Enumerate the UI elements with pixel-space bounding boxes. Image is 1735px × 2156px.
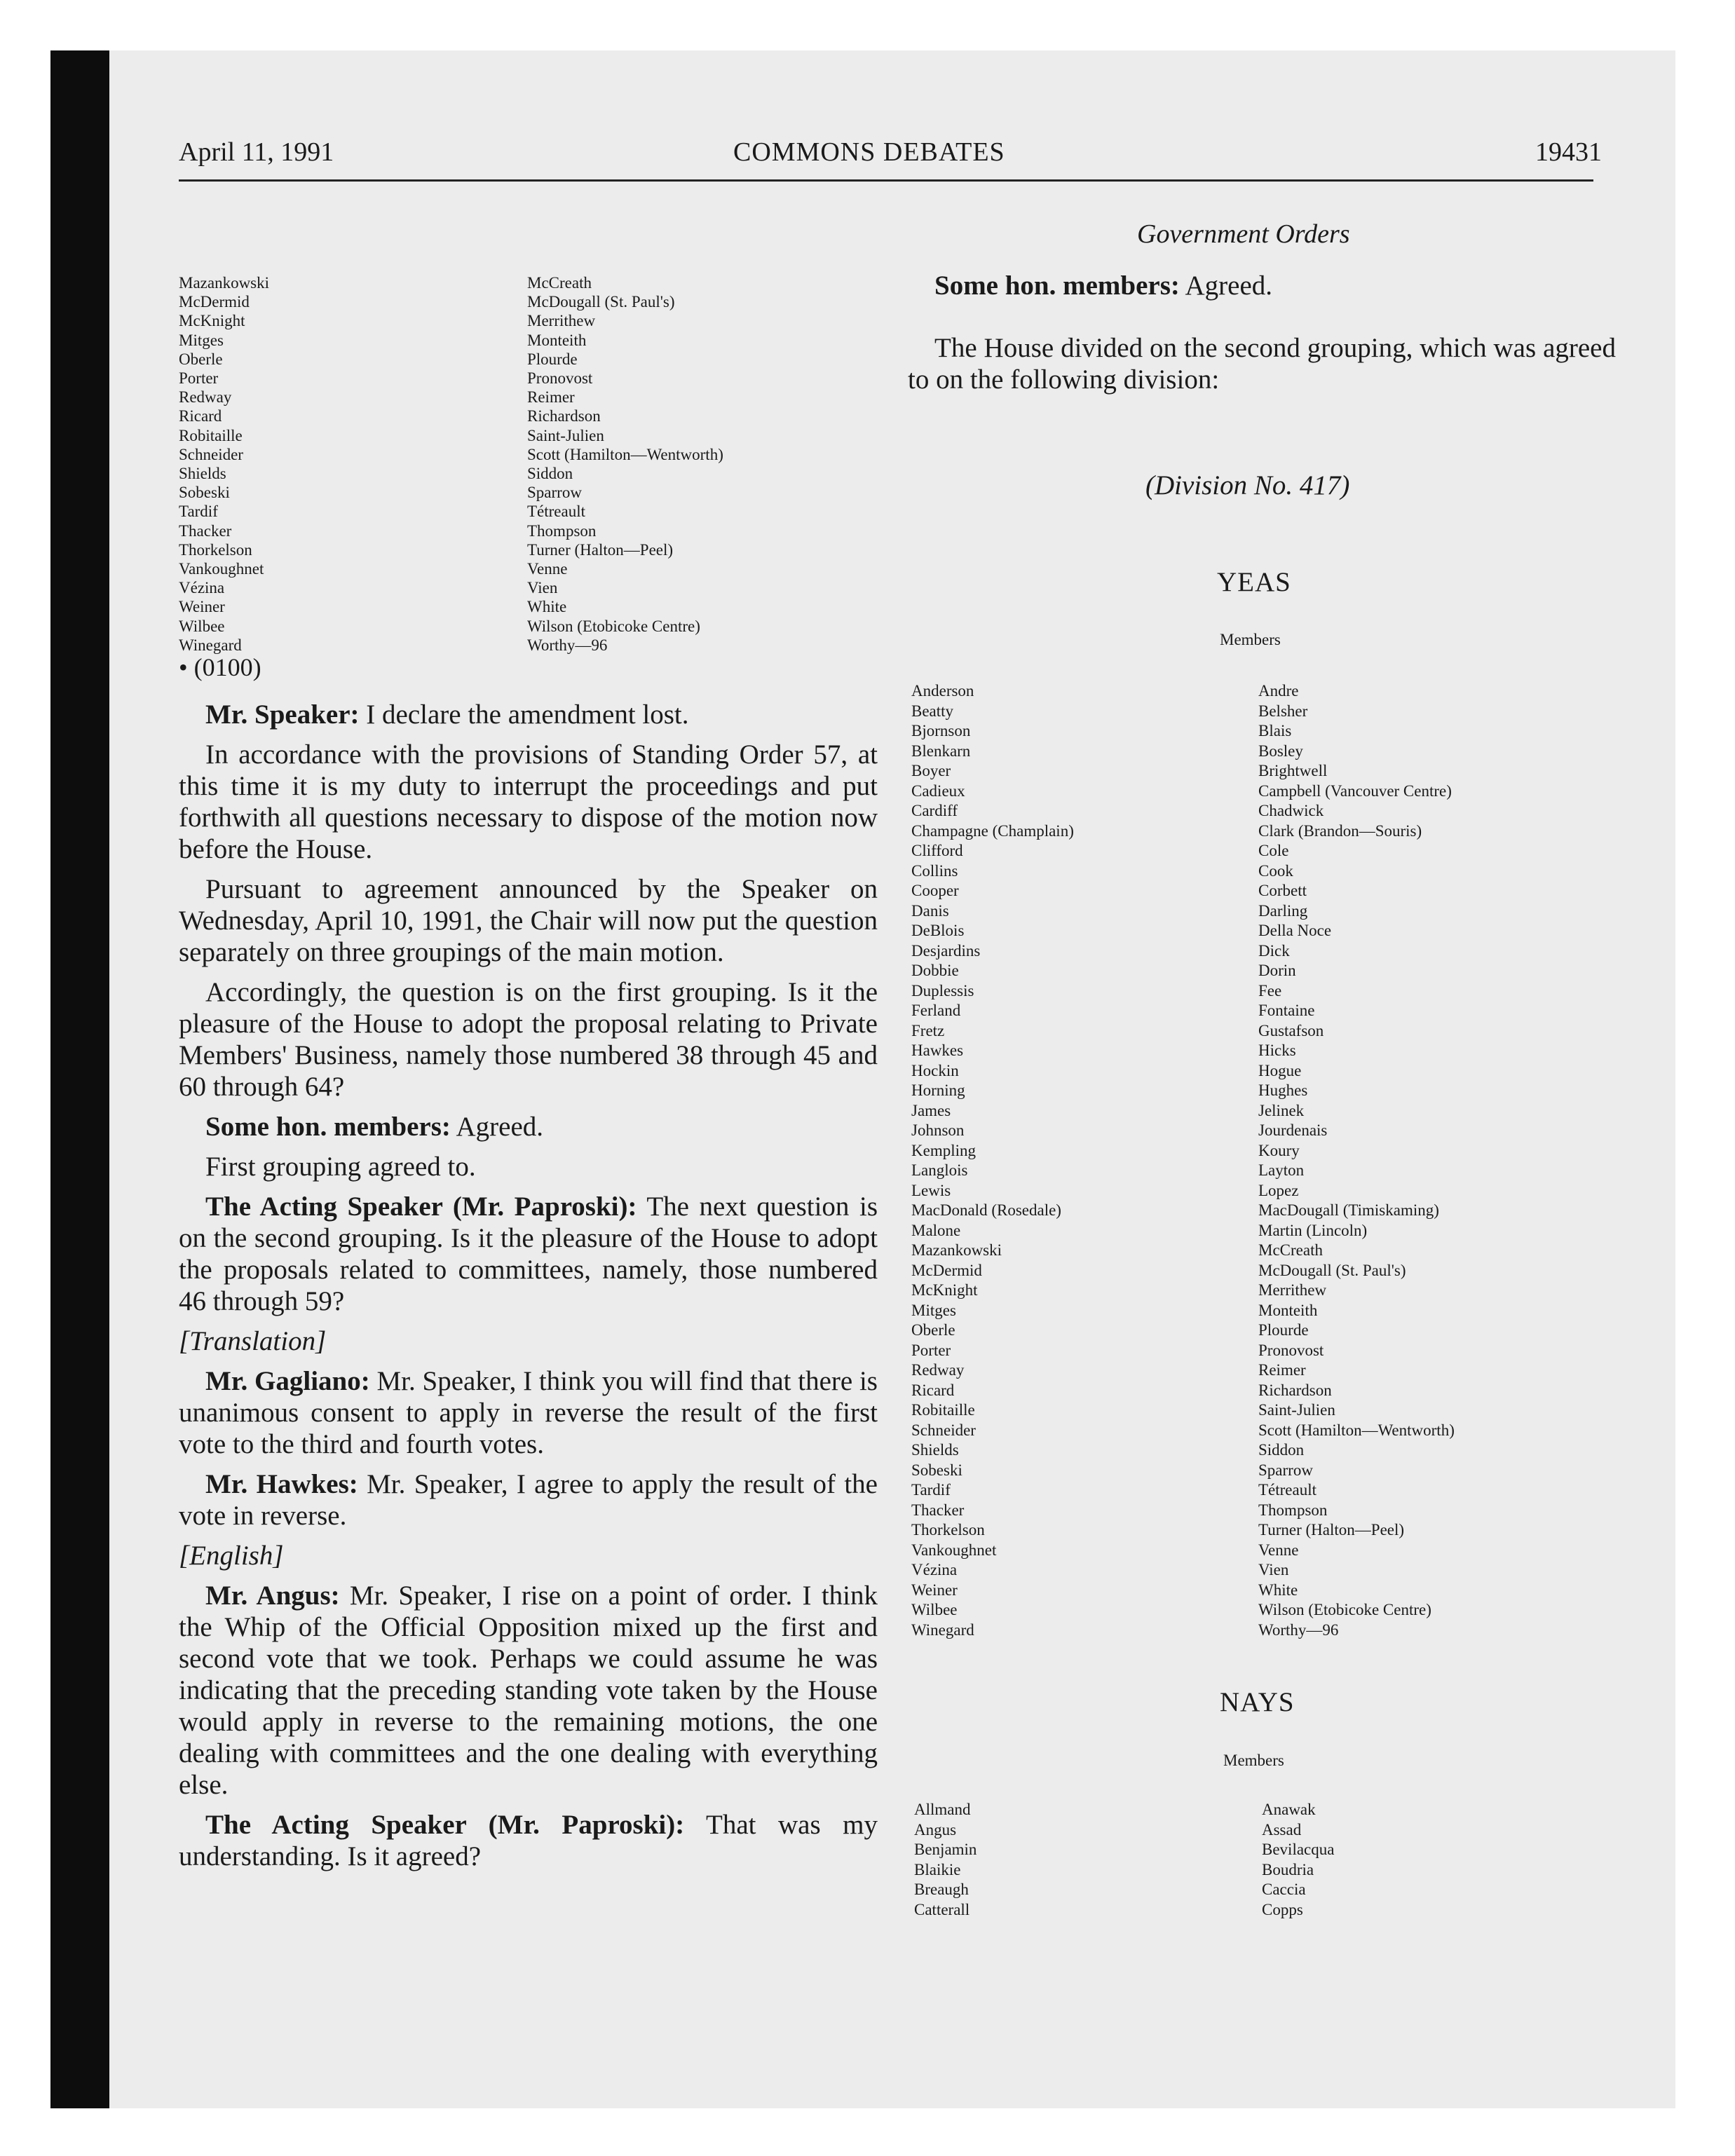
member-name: Saint-Julien: [527, 426, 604, 444]
member-name: Hogue: [1258, 1061, 1302, 1079]
paragraph: [179, 1111, 878, 1142]
member-name: Koury: [1258, 1141, 1300, 1159]
nays-list-col-2: [1262, 1800, 1334, 1920]
member-name: Siddon: [1258, 1441, 1305, 1459]
member-name: Della Noce: [1258, 922, 1332, 939]
member-name: Jelinek: [1258, 1101, 1305, 1119]
member-name: Thorkelson: [179, 540, 252, 559]
member-name: Weiner: [911, 1581, 958, 1599]
member-name: Cole: [1258, 842, 1289, 859]
member-name: Thompson: [527, 521, 597, 540]
member-name: McKnight: [911, 1281, 978, 1299]
member-name: Assad: [1262, 1820, 1302, 1838]
member-name: Boudria: [1262, 1860, 1314, 1878]
paragraph: [179, 1809, 878, 1872]
top-name-list-col-1: [179, 273, 269, 655]
member-name: Sobeski: [911, 1461, 962, 1479]
member-name: Plourde: [527, 350, 578, 368]
member-name: Vankoughnet: [179, 560, 264, 578]
yeas-list-col-2: [1258, 681, 1455, 1640]
member-name: Bosley: [1258, 742, 1303, 760]
member-name: Catterall: [914, 1900, 970, 1918]
speech-text: Agreed.: [1179, 271, 1273, 301]
yeas-members-label: Members: [1220, 631, 1281, 648]
member-name: Mitges: [911, 1301, 956, 1319]
member-name: Dorin: [1258, 962, 1296, 979]
member-name: Brightwell: [1258, 762, 1328, 779]
member-name: Desjardins: [911, 941, 981, 960]
member-name: Clifford: [911, 842, 963, 859]
member-name: Caccia: [1262, 1881, 1306, 1898]
speaker-name: Mr. Angus:: [205, 1581, 340, 1611]
header-rule: [179, 179, 1593, 182]
member-name: Hughes: [1258, 1082, 1308, 1099]
nays-members-label: Members: [1223, 1752, 1284, 1769]
member-name: Mazankowski: [911, 1241, 1002, 1259]
member-name: Vézina: [179, 579, 225, 597]
language-label: [English]: [179, 1541, 284, 1571]
member-name: Schneider: [911, 1421, 976, 1439]
member-name: Mazankowski: [179, 274, 270, 292]
member-name: Horning: [911, 1082, 965, 1099]
member-name: Thompson: [1258, 1501, 1328, 1519]
member-name: Gustafson: [1258, 1021, 1324, 1039]
nays-list-col-1: [914, 1800, 977, 1920]
member-name: Redway: [911, 1361, 965, 1379]
member-name: Oberle: [911, 1321, 955, 1339]
member-name: Reimer: [527, 388, 575, 407]
member-name: Vien: [527, 579, 558, 597]
member-name: Fretz: [911, 1021, 945, 1039]
member-name: Ricard: [911, 1381, 955, 1399]
member-name: Thorkelson: [911, 1521, 985, 1538]
paragraph: [179, 1191, 878, 1317]
speaker-name: Some hon. members:: [934, 271, 1180, 301]
member-name: Cook: [1258, 861, 1293, 880]
member-name: Merrithew: [527, 312, 596, 330]
member-name: Corbett: [1258, 882, 1307, 899]
member-name: Cadieux: [911, 782, 965, 800]
member-name: Thacker: [179, 521, 232, 540]
member-name: Benjamin: [914, 1841, 977, 1858]
member-name: Scott (Hamilton—Wentworth): [527, 445, 723, 463]
member-name: Beatty: [911, 702, 954, 720]
speech-text: The next question is on the second grouping. Is it the pleasure of the House to adopt the proposals related to committees, namely, those numbered 46 through 59?: [179, 1192, 878, 1316]
member-name: James: [911, 1101, 951, 1119]
member-name: McDermid: [179, 293, 250, 311]
member-name: Scott (Hamilton—Wentworth): [1258, 1421, 1455, 1439]
header-date: April 11, 1991: [179, 137, 334, 167]
paragraph: The House divided on the second grouping, which was agreed to on the following division:: [908, 333, 1616, 395]
member-name: Turner (Halton—Peel): [1258, 1521, 1405, 1538]
member-name: Cooper: [911, 882, 959, 899]
speaker-name: The Acting Speaker (Mr. Paproski):: [205, 1810, 685, 1840]
member-name: Dick: [1258, 941, 1290, 960]
member-name: White: [527, 598, 567, 616]
member-name: Fee: [1258, 981, 1282, 999]
member-name: Turner (Halton—Peel): [527, 540, 674, 559]
member-name: Pronovost: [527, 369, 593, 388]
member-name: Anderson: [911, 682, 974, 700]
member-name: MacDonald (Rosedale): [911, 1201, 1061, 1219]
member-name: Monteith: [527, 331, 587, 349]
member-name: Boyer: [911, 762, 951, 779]
member-name: Merrithew: [1258, 1281, 1327, 1299]
member-name: Tardif: [911, 1481, 951, 1499]
paragraph: First grouping agreed to.: [205, 1152, 476, 1182]
member-name: Ricard: [179, 407, 222, 425]
member-name: Richardson: [1258, 1381, 1332, 1399]
member-name: Chadwick: [1258, 802, 1324, 819]
member-name: McDougall (St. Paul's): [1258, 1261, 1406, 1279]
member-name: Monteith: [1258, 1301, 1318, 1319]
header-page-number: 19431: [1535, 137, 1602, 167]
member-name: Kempling: [911, 1141, 976, 1159]
paragraph: [179, 699, 878, 730]
member-name: Darling: [1258, 901, 1308, 920]
member-name: Venne: [527, 560, 568, 578]
member-name: Jourdenais: [1258, 1121, 1328, 1139]
top-name-list-col-2: [527, 273, 723, 655]
member-name: Redway: [179, 388, 232, 407]
speaker-name: The Acting Speaker (Mr. Paproski):: [205, 1192, 637, 1222]
member-name: Worthy—96: [1258, 1621, 1339, 1639]
member-name: Porter: [179, 369, 219, 388]
right-body-text: [908, 270, 1616, 395]
member-name: Porter: [911, 1341, 951, 1359]
member-name: Hockin: [911, 1061, 959, 1079]
nays-heading: NAYS: [1220, 1687, 1295, 1717]
section-title: Government Orders: [1137, 219, 1350, 249]
member-name: Oberle: [179, 350, 223, 368]
member-name: Tétreault: [1258, 1481, 1317, 1499]
speaker-name: Some hon. members:: [205, 1112, 451, 1142]
member-name: Anawak: [1262, 1801, 1316, 1818]
speech-text: Mr. Speaker, I rise on a point of order. I think the Whip of the Official Opposition mixed up the first and second vote that we took. Perhaps we could assume he was indicating that the preceding standing vote taken by the House would apply in reverse to the remaining motions, the one dealing with committees and the one dealing with everything else.: [179, 1581, 878, 1800]
member-name: Mitges: [179, 331, 224, 349]
member-name: Saint-Julien: [1258, 1401, 1335, 1419]
member-name: Winegard: [911, 1621, 974, 1639]
member-name: Lewis: [911, 1181, 951, 1199]
member-name: Allmand: [914, 1801, 971, 1818]
member-name: Siddon: [527, 465, 573, 483]
scan-binding-edge: [50, 50, 109, 2108]
member-name: Collins: [911, 861, 958, 880]
member-name: Sparrow: [527, 484, 582, 502]
member-name: Pronovost: [1258, 1341, 1324, 1359]
member-name: Lopez: [1258, 1181, 1299, 1199]
member-name: Clark (Brandon—Souris): [1258, 821, 1422, 840]
member-name: McKnight: [179, 312, 245, 330]
member-name: McCreath: [527, 274, 592, 292]
member-name: Schneider: [179, 445, 243, 463]
member-name: Duplessis: [911, 981, 974, 999]
member-name: Tétreault: [527, 503, 586, 521]
member-name: Weiner: [179, 598, 225, 616]
time-mark: • (0100): [179, 653, 261, 681]
member-name: Vézina: [911, 1561, 958, 1578]
speech-text: That was my understanding. Is it agreed?: [179, 1810, 878, 1871]
member-name: Champagne (Champlain): [911, 821, 1074, 840]
member-name: Dobbie: [911, 962, 959, 979]
member-name: Sparrow: [1258, 1461, 1313, 1479]
member-name: Shields: [179, 465, 226, 483]
yeas-list-col-1: [911, 681, 1074, 1640]
division-label: (Division No. 417): [1145, 470, 1350, 500]
member-name: Wilson (Etobicoke Centre): [527, 617, 700, 635]
speaker-name: Mr. Gagliano:: [205, 1366, 370, 1396]
member-name: Johnson: [911, 1121, 965, 1139]
member-name: Worthy—96: [527, 636, 608, 654]
paragraph: [179, 1580, 878, 1801]
member-name: Wilson (Etobicoke Centre): [1258, 1601, 1431, 1618]
paragraph: [179, 1365, 878, 1460]
member-name: McDougall (St. Paul's): [527, 293, 675, 311]
member-name: Thacker: [911, 1501, 965, 1519]
left-body-text: [179, 652, 878, 1881]
paragraph: Accordingly, the question is on the first grouping. Is it the pleasure of the House to adopt the proposal relating to Private Members' Business, namely those numbered 38 through 45 and 60 through 64?: [179, 977, 878, 1102]
member-name: Bjornson: [911, 722, 971, 739]
member-name: Belsher: [1258, 702, 1308, 720]
header-title: COMMONS DEBATES: [733, 137, 1005, 167]
member-name: Wilbee: [179, 617, 225, 635]
member-name: DeBlois: [911, 922, 965, 939]
member-name: Breaugh: [914, 1881, 969, 1898]
member-name: Wilbee: [911, 1601, 958, 1618]
member-name: Danis: [911, 901, 949, 920]
language-label: [Translation]: [179, 1326, 327, 1356]
member-name: White: [1258, 1581, 1298, 1599]
member-name: Vien: [1258, 1561, 1289, 1578]
paragraph: [179, 1468, 878, 1531]
member-name: Layton: [1258, 1161, 1305, 1179]
paragraph: [908, 270, 1616, 301]
speech-text: Mr. Speaker, I agree to apply the result of the vote in reverse.: [179, 1469, 878, 1531]
member-name: Blais: [1258, 722, 1292, 739]
member-name: MacDougall (Timiskaming): [1258, 1201, 1439, 1219]
speech-text: Mr. Speaker, I think you will find that there is unanimous consent to apply in reverse the result of the first vote to the third and fourth votes.: [179, 1366, 878, 1459]
member-name: Shields: [911, 1441, 959, 1459]
paragraph: Pursuant to agreement announced by the Speaker on Wednesday, April 10, 1991, the Chair will now put the question separately on three groupings of the main motion.: [179, 874, 878, 967]
member-name: Ferland: [911, 1002, 961, 1019]
member-name: Andre: [1258, 682, 1299, 700]
member-name: Cardiff: [911, 802, 958, 819]
member-name: Tardif: [179, 503, 218, 521]
speaker-name: Mr. Speaker:: [205, 700, 360, 730]
member-name: Angus: [914, 1820, 957, 1838]
member-name: Martin (Lincoln): [1258, 1221, 1368, 1239]
member-name: Venne: [1258, 1541, 1299, 1559]
member-name: Campbell (Vancouver Centre): [1258, 782, 1452, 800]
speaker-name: Mr. Hawkes:: [205, 1469, 358, 1499]
member-name: Plourde: [1258, 1321, 1309, 1339]
member-name: Hawkes: [911, 1042, 964, 1059]
member-name: Sobeski: [179, 484, 230, 502]
member-name: Winegard: [179, 636, 242, 654]
member-name: Malone: [911, 1221, 961, 1239]
member-name: Reimer: [1258, 1361, 1306, 1379]
member-name: Copps: [1262, 1900, 1303, 1918]
member-name: Robitaille: [179, 426, 243, 444]
member-name: Langlois: [911, 1161, 968, 1179]
member-name: McDermid: [911, 1261, 982, 1279]
member-name: Robitaille: [911, 1401, 975, 1419]
speech-text: I declare the amendment lost.: [359, 700, 689, 730]
yeas-heading: YEAS: [1217, 567, 1291, 597]
member-name: Vankoughnet: [911, 1541, 997, 1559]
paragraph: In accordance with the provisions of Standing Order 57, at this time it is my duty to interrupt the proceedings and put forthwith all questions necessary to dispose of the motion now before the House.: [179, 739, 878, 864]
member-name: Bevilacqua: [1262, 1841, 1335, 1858]
member-name: Richardson: [527, 407, 601, 425]
member-name: Fontaine: [1258, 1002, 1315, 1019]
member-name: Hicks: [1258, 1042, 1296, 1059]
member-name: Blaikie: [914, 1860, 961, 1878]
speech-text: Agreed.: [450, 1112, 544, 1142]
member-name: McCreath: [1258, 1241, 1323, 1259]
member-name: Blenkarn: [911, 742, 971, 760]
